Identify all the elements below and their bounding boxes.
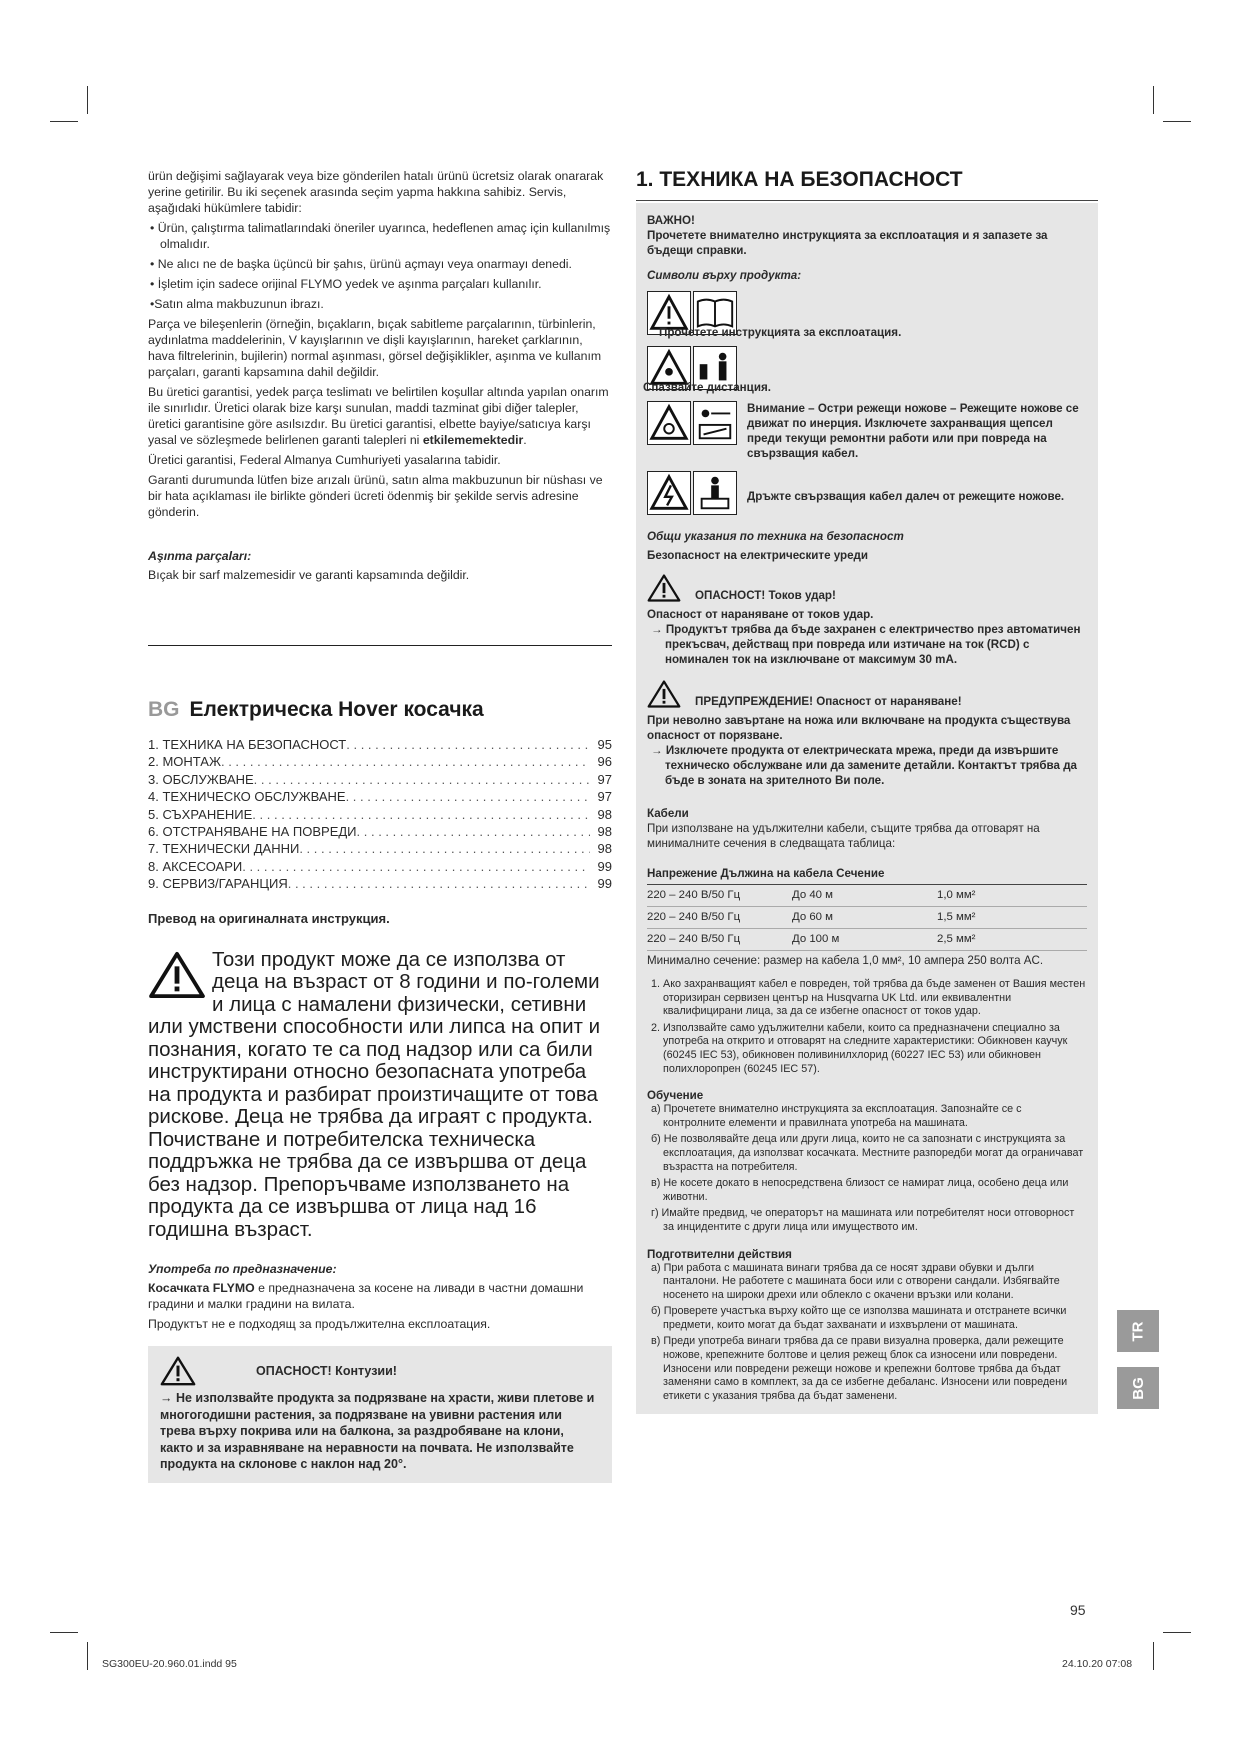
section-title-bg: BG Електрическа Hover косачка — [148, 698, 484, 721]
general-safety-title: Общи указания по техника на безопасност — [647, 530, 904, 543]
cable-table — [647, 863, 1087, 951]
wear-parts-title: Aşınma parçaları: — [148, 549, 252, 563]
injury-warning — [647, 679, 1087, 709]
list-item: 1. Ако захранващият кабел е повреден, той трябва да бъде заменен от Вашия местен оторизиран сервизен център на Husqvarna UK Ltd. или еквивалентни квалифицирани лица, за да се избегне опасност от токов удар. — [651, 978, 1086, 1018]
shock-warning — [647, 573, 1087, 603]
training-list — [647, 1103, 1087, 1234]
training-title: Обучение — [647, 1089, 704, 1103]
toc-row[interactable]: 5. СЪХРАНЕНИЕ . . . 98 — [148, 806, 612, 823]
warning-heading: ПРЕДУПРЕЖДЕНИЕ! Опасност от нараняване! — [695, 695, 962, 708]
toc-row[interactable]: 9. СЕРВИЗ/ГАРАНЦИЯ . . . 99 — [148, 875, 612, 892]
symbol-row — [647, 291, 1087, 340]
warning-triangle-icon — [160, 1356, 196, 1386]
warning-triangle-icon — [647, 679, 681, 709]
toc-row[interactable]: 3. ОБСЛУЖВАНЕ . . . 97 — [148, 771, 612, 788]
paragraph: Üretici garantisi, Federal Almanya Cumhuriyeti yasalarına tabidir. — [148, 453, 501, 467]
translation-note: Превод на оригиналната инструкция. — [148, 910, 390, 926]
crop-mark — [1163, 121, 1191, 122]
paragraph: Parça ve bileşenlerin (örneğin, bıçakların, bıçak sabitleme parçalarının, türbinlerin, aydınlatma maddelerinin, V kayışlarının ve dişli kayışlarının, hareket çarklarının, hava filtrelerinin, bujilerin) normal aşınması, görsel değişiklikler, aşınma ve kullanım parçaları, garanti kapsamına dahil değildir. — [148, 317, 602, 379]
cable-away-icon — [693, 471, 737, 515]
paragraph: Bu üretici garantisi, yedek parça teslimatı ve belirtilen koşullar altında yapılan onarım ile sınırlıdır. Üretici olarak bize karşı sunulan, maddi tazminat gibi diğer talepler, üretici garantisine göre asılsızdır. Bu üretici garantisi, elbette bayiye/satıcıya karşı yasal ve sözleşmede belirlenen garanti talepleri ni etkilememektedir. — [148, 385, 609, 447]
list-item: г) Имайте предвид, че операторът на машината или потребителят носи отговорност за инцидентите с други лица или имуществото им. — [651, 1207, 1075, 1233]
table-row: 220 – 240 В/50 Гц До 40 м 1,0 мм² — [647, 885, 1087, 907]
preparation-title: Подготвителни действия — [647, 1247, 792, 1261]
numbered-list — [647, 978, 1087, 1076]
warning-text: → Изключете продукта от електрическата мрежа, преди да извършите техническо обслужване или да замените детайли. Контактът трябва да бъде в зоната на зрителното Ви поле. — [651, 744, 1078, 787]
toc-row[interactable]: 7. ТЕХНИЧЕСКИ ДАННИ . . . 98 — [148, 840, 612, 857]
language-code: BG — [148, 698, 180, 721]
crop-mark — [50, 121, 78, 122]
table-header: Напрежение Дължина на кабела Сечение — [647, 863, 1087, 885]
wear-parts-text: Bıçak bir sarf malzemesidir ve garanti kapsamında değildir. — [148, 568, 470, 582]
symbol-caption: Дръжте свързващия кабел далеч от режещите ножове. — [747, 490, 1065, 503]
list-item: б) Проверете участъка върху който ще се използва машината и отстранете всички предмети, които могат да бъдат захванати и изхвърлени от машината. — [651, 1305, 1067, 1331]
warning-triangle-icon — [647, 401, 691, 445]
important-text: Прочетете внимателно инструкцията за експлоатация и я запазете за бъдещи справки. — [647, 229, 1048, 257]
symbol-row — [643, 346, 1087, 395]
tab-tr[interactable]: TR — [1117, 1310, 1159, 1352]
list-item: • Ne alıcı ne de başka üçüncü bir şahıs, ürünü açmayı veya onarmayı denedi. — [150, 257, 572, 271]
crop-mark — [1153, 1642, 1154, 1670]
crop-mark — [87, 86, 88, 114]
table-note: Минимално сечение: размер на кабела 1,0 мм², 10 ампера 250 волта AC. — [647, 954, 1044, 967]
important-label: ВАЖНО! — [647, 214, 695, 227]
warning-subtitle: При неволно завъртане на ножа или включване на продукта съществува опасност от порязване. — [647, 714, 1071, 742]
list-item: в) Преди употреба винаги трябва да се прави визуална проверка, дали режещите ножове, крепежните болтове и целия режещ блок са износени или повредени. Износени или повредени режещи ножове и крепежни болтове трябва да бъдат заменяни само в комплект, за да се избегне дебаланс. Износени или повредени етикети с указания трябва да бъдат заменени. — [651, 1335, 1068, 1402]
preparation-list — [647, 1262, 1087, 1404]
list-item: а) При работа с машината винаги трябва да се носят здрави обувки и дълги панталони. Не работете с машината боси или с отворени сандали. Избягвайте носенето на широки дрехи или облекло с окачени връзки или колани. — [651, 1261, 1060, 1301]
intended-use-text-2: Продуктът не е подходящ за продължителна експлоатация. — [148, 1317, 491, 1332]
toc-row[interactable]: 2. МОНТАЖ . . . 96 — [148, 753, 612, 770]
symbol-row — [647, 401, 1087, 461]
list-item: • İşletim için sadece orijinal FLYMO yedek ve aşınma parçaları kullanılır. — [150, 277, 542, 291]
divider — [148, 645, 612, 646]
symbol-caption: Спазвайте дистанция. — [643, 381, 771, 394]
warning-triangle-icon — [148, 951, 206, 999]
footer-filename: SG300EU-20.960.01.indd 95 — [102, 1658, 237, 1670]
symbol-row — [647, 471, 1087, 515]
table-row: 220 – 240 В/50 Гц До 60 м 1,5 мм² — [647, 907, 1087, 929]
list-item: •Satın alma makbuzunun ibrazı. — [150, 297, 324, 311]
danger-text: → Не използвайте продукта за подрязване на храсти, живи плетове и многогодишни растения, за подрязване на увивни растения или трева върху покрива или на балкона, за раздробяване на клони, както и за изравняване на неравности на почвата. Не използвайте продукта на склонове с наклон над 20°. — [160, 1391, 595, 1472]
toc-row[interactable]: 8. АКСЕСОАРИ . . . 99 — [148, 858, 612, 875]
cables-text: При използване на удължителни кабели, същите трябва да отговарят на минималните сечения в следващата таблица: — [647, 822, 1040, 850]
electric-hazard-icon — [647, 471, 691, 515]
crop-mark — [1153, 86, 1154, 114]
danger-box — [148, 1346, 612, 1483]
toc-row[interactable]: 4. ТЕХНИЧЕСКО ОБСЛУЖВАНЕ . . . 97 — [148, 788, 612, 805]
shock-text: → Продуктът трябва да бъде захранен с електричество през автоматичен прекъсвач, действащ при повреда или изтичане на ток (RCD) с номинален ток на изключване от максимум 30 mA. — [651, 623, 1081, 666]
warranty-intro: ürün değişimi sağlayarak veya bize gönderilen hatalı ürünü ücretsiz olarak onararak yerine getirilir. Bu iki seçenek arasında seçim yapma hakkına sahibiz. Servis, aşağıdaki hükümlere tabidir: — [148, 169, 604, 215]
symbol-caption: Внимание – Остри режещи ножове – Режещите ножове се движат по инерция. Изключете захранващия щепсел преди текущи ремонтни работи или при повреда на свързващия кабел. — [747, 402, 1079, 460]
tab-bg[interactable]: BG — [1117, 1367, 1159, 1409]
list-item: б) Не позволявайте деца или други лица, които не са запознати с инструкцията за експлоатация, да използват косачката. Местните разпоредби могат да ограничават възрастта на потребителя. — [651, 1133, 1084, 1173]
warning-triangle-icon — [647, 573, 681, 603]
list-item: в) Не косете докато в непосредствена близост се намират лица, особено деца или животни. — [651, 1177, 1069, 1203]
left-column — [148, 168, 612, 1483]
list-item: 2. Използвайте само удължителни кабели, които са предназначени специално за употреба на открито и отговарят на следните характеристики: Обикновен каучук (60245 IEC 53), обикновен поливинилхлорид (60227 IEC 53) или обикновен полихлоропрен (60245 IEC 57). — [651, 1021, 1068, 1075]
symbol-caption: Прочетете инструкцията за експлоатация. — [659, 326, 902, 339]
danger-heading: ОПАСНОСТ! Контузии! — [256, 1363, 397, 1378]
symbols-title: Символи върху продукта: — [647, 269, 802, 282]
intended-use-title: Употреба по предназначение: — [148, 1262, 337, 1277]
cables-title: Кабели — [647, 807, 689, 820]
right-column — [636, 168, 1098, 1414]
toc-row[interactable]: 1. ТЕХНИКА НА БЕЗОПАСНОСТ . . . 95 — [148, 736, 612, 753]
electrical-safety-title: Безопасност на електрическите уреди — [647, 549, 869, 562]
list-item: • Ürün, çalıştırma talimatlarındaki öneriler uyarınca, hedeflenen amaç için kullanılmış olmalıdır. — [150, 221, 611, 251]
table-row: 220 – 240 В/50 Гц До 100 м 2,5 мм² — [647, 929, 1087, 951]
crop-mark — [50, 1632, 78, 1633]
section-title: 1. ТЕХНИКА НА БЕЗОПАСНОСТ — [636, 168, 1098, 201]
page-number: 95 — [1070, 1602, 1086, 1618]
shock-subtitle: Опасност от нараняване от токов удар. — [647, 608, 874, 621]
sharp-blade-icon — [693, 401, 737, 445]
shock-heading: ОПАСНОСТ! Токов удар! — [695, 589, 836, 602]
intended-use-text: Косачката FLYMO е предназначена за косене на ливади в частни домашни градини и малки градини на вилата. — [148, 1281, 584, 1312]
table-of-contents — [148, 736, 612, 893]
crop-mark — [87, 1642, 88, 1670]
footer-timestamp: 24.10.20 07:08 — [1062, 1658, 1133, 1670]
list-item: а) Прочетете внимателно инструкцията за експлоатация. Запознайте се с контролните елементи и правилната употреба на машината. — [651, 1103, 1022, 1129]
toc-row[interactable]: 6. ОТСТРАНЯВАНЕ НА ПОВРЕДИ . . . 98 — [148, 823, 612, 840]
child-safety-warning: Този продукт може да се използва от деца на възраст от 8 години и по-големи и лица с намалени физически, сетивни или умствени способности или липса на опит и познания, когато те са под надзор или са били инструктирани относно безопасната употреба на продукта и разбират произтичащите от това рискове. Деца не трябва да играят с продукта. Почистване и потребителска техническа поддръжка не трябва да се извършва от деца без надзор. Препоръчваме използването на продукта да се извършва от лица над 16 годишна възраст. — [148, 947, 601, 1241]
paragraph: Garanti durumunda lütfen bize arızalı ürünü, satın alma makbuzunun bir nüshası ve bir hata açıklaması ile birlikte gönderi ücreti ödenmiş bir şekilde servis adresine gönderin. — [148, 473, 603, 519]
crop-mark — [1163, 1632, 1191, 1633]
safety-box — [636, 203, 1098, 1414]
